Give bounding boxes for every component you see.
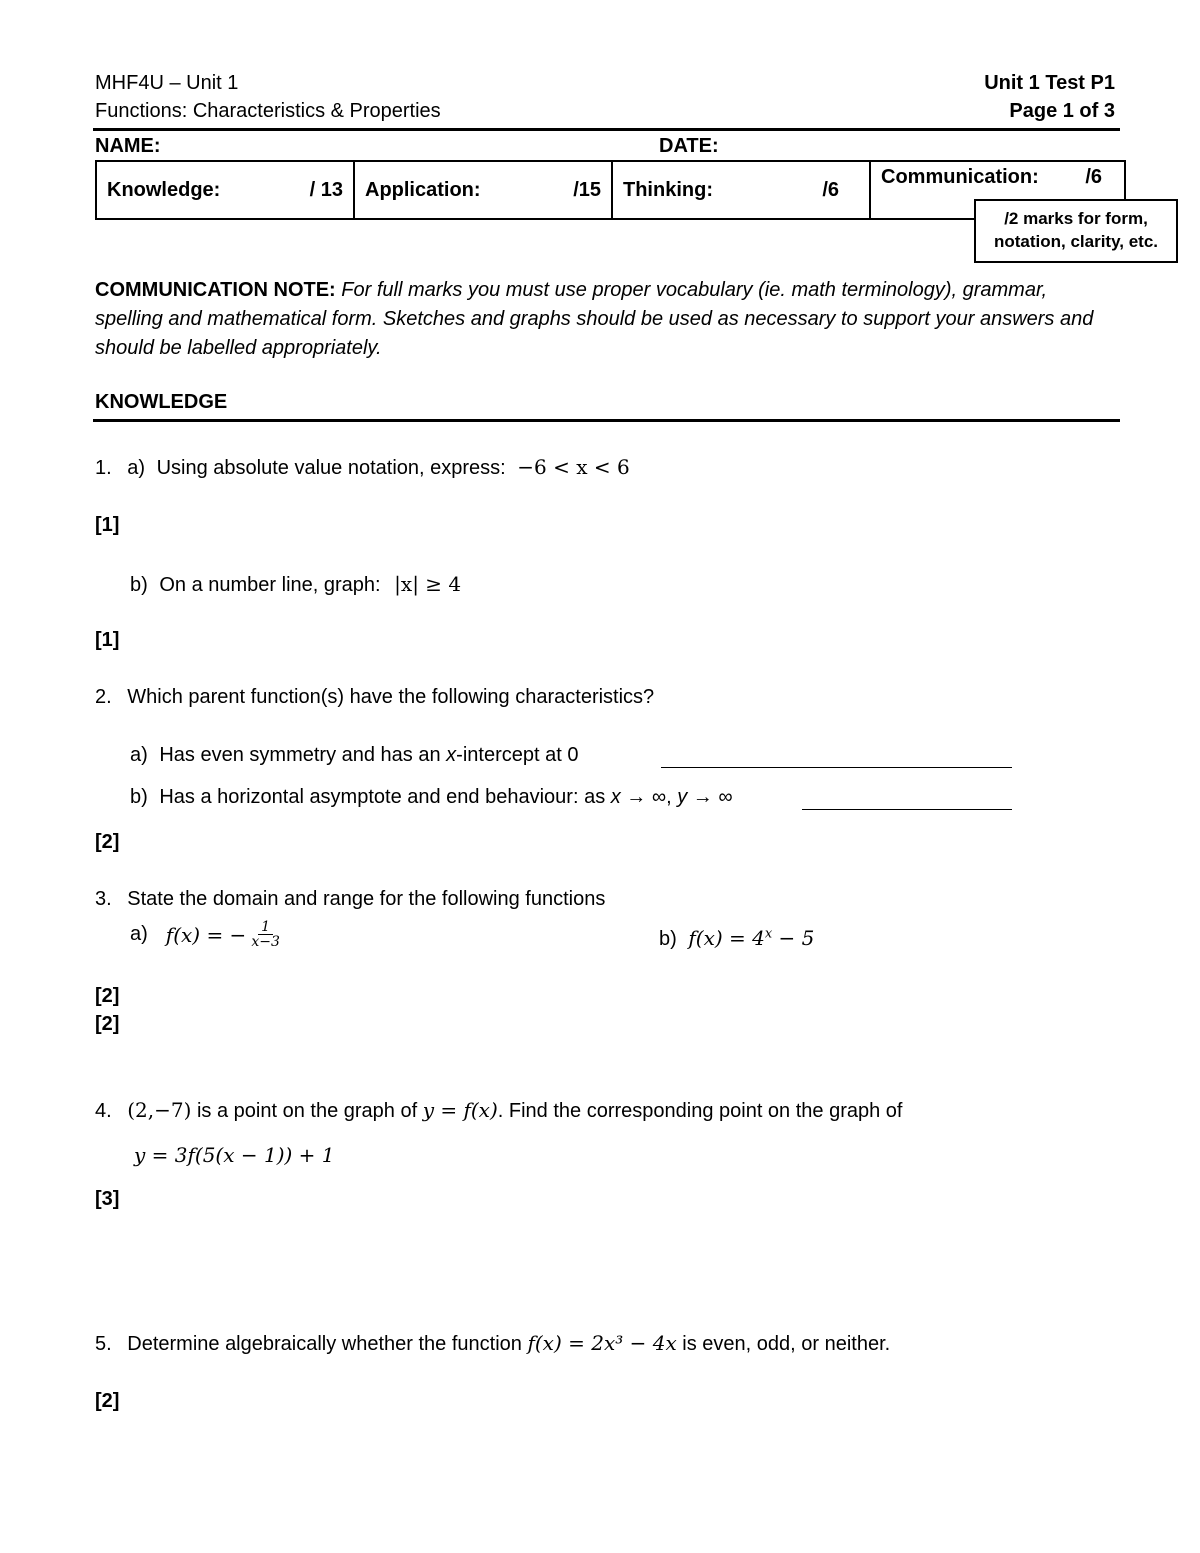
q1b-text: On a number line, graph: [159, 574, 381, 596]
header-divider [93, 128, 1120, 131]
q2a-var: x [446, 744, 457, 766]
form-marks-line-2: notation, clarity, etc. [993, 232, 1159, 251]
q2b-label: b) [130, 786, 148, 808]
q2-marks: [2] [95, 831, 120, 853]
q1a-label: a) [127, 457, 146, 479]
question-2a [130, 744, 578, 767]
q4-eq-1: y = f(x) [422, 1098, 498, 1122]
q2a-text-1: Has even symmetry and has an [159, 744, 447, 766]
section-heading: KNOWLEDGE [95, 391, 228, 413]
q1a-text: Using absolute value notation, express: [156, 457, 506, 479]
communication-total: /6 [1085, 166, 1102, 188]
q2a-text-2: -intercept at 0 [456, 744, 579, 766]
application-total: /15 [573, 178, 601, 201]
q5-number: 5. [95, 1333, 112, 1355]
course-code: MHF4U – Unit 1 [95, 72, 239, 94]
question-2 [95, 686, 654, 709]
score-table [95, 160, 1126, 220]
q3a-label: a) [130, 923, 148, 945]
form-marks-box [974, 199, 1178, 263]
q1a-marks: [1] [95, 514, 120, 536]
q4-eq-2: y = 3f(5(x − 1)) + 1 [134, 1143, 335, 1167]
q2b-text-1: Has a horizontal asymptote and end behaviour: as [159, 786, 611, 808]
q3a-numerator: 1 [258, 920, 273, 935]
form-marks-line-1: /2 marks for form, [1004, 209, 1148, 228]
question-2b [130, 786, 733, 809]
communication-note [95, 276, 1120, 363]
q2a-answer-blank[interactable] [661, 745, 1012, 768]
q5-eq: f(x) = 2x³ − 4x [527, 1331, 677, 1355]
thinking-total: /6 [822, 178, 839, 201]
q3b-exponent: x [764, 926, 773, 942]
knowledge-label: Knowledge: [107, 178, 221, 201]
q3b-rest: − 5 [772, 926, 815, 950]
date-label: DATE: [659, 135, 719, 157]
thinking-label: Thinking: [623, 178, 713, 201]
q3b-label: b) [659, 928, 677, 950]
q3a-fraction [248, 920, 283, 949]
name-label: NAME: [95, 135, 161, 157]
q2b-answer-blank[interactable] [802, 787, 1012, 810]
q1b-math: |x| ≥ 4 [394, 572, 462, 596]
question-1a [95, 455, 630, 480]
q4-point: (2,−7) [127, 1098, 192, 1122]
section-divider [93, 419, 1120, 422]
q1b-marks: [1] [95, 629, 120, 651]
question-3a [130, 920, 285, 949]
thinking-cell [612, 161, 870, 219]
q3-marks-a: [2] [95, 985, 120, 1007]
q2-number: 2. [95, 686, 112, 708]
question-3 [95, 888, 605, 911]
q1b-label: b) [130, 574, 148, 596]
q4-number: 4. [95, 1100, 112, 1122]
q4-text-2: . Find the corresponding point on the graph of [497, 1100, 903, 1122]
q1-number: 1. [95, 457, 112, 479]
q3-marks-b: [2] [95, 1013, 120, 1035]
page-number: Page 1 of 3 [1009, 100, 1115, 122]
note-text: For full marks you must use proper vocabulary (ie. math terminology), grammar, spelling and mathematical form. Sketches and graphs should be used as necessary to support your answers and should be labelled appropriately. [95, 279, 1094, 359]
question-3b [659, 926, 814, 951]
communication-label: Communication: [881, 166, 1039, 188]
question-5 [95, 1331, 890, 1356]
q3-number: 3. [95, 888, 112, 910]
q5-text-1: Determine algebraically whether the function [127, 1333, 528, 1355]
knowledge-cell [96, 161, 354, 219]
application-label: Application: [365, 178, 481, 201]
q4-text-1: is a point on the graph of [191, 1100, 423, 1122]
q3a-denominator: x−3 [251, 934, 280, 950]
q2-text: Which parent function(s) have the following characteristics? [127, 686, 655, 708]
q3a-lhs: f(x) = − [165, 922, 247, 947]
q2b-arrow-1: → ∞, [620, 786, 678, 808]
question-4 [95, 1098, 902, 1123]
q2b-x: x [610, 786, 621, 808]
q2a-label: a) [130, 744, 148, 766]
application-cell [354, 161, 612, 219]
note-label: COMMUNICATION NOTE: [95, 279, 336, 301]
question-1b [130, 572, 461, 597]
unit-title: Functions: Characteristics & Properties [95, 100, 441, 122]
test-title: Unit 1 Test P1 [984, 72, 1115, 94]
q5-text-2: is even, odd, or neither. [676, 1333, 891, 1355]
q5-marks: [2] [95, 1390, 120, 1412]
knowledge-total: / 13 [309, 178, 343, 201]
q3b-lhs: f(x) = 4 [688, 926, 765, 950]
q1a-math: −6 < x < 6 [517, 455, 630, 479]
q2b-arrow-2: → ∞ [687, 786, 733, 808]
q2b-y: y [677, 786, 688, 808]
q4-marks: [3] [95, 1188, 120, 1210]
q3-text: State the domain and range for the following functions [127, 888, 606, 910]
